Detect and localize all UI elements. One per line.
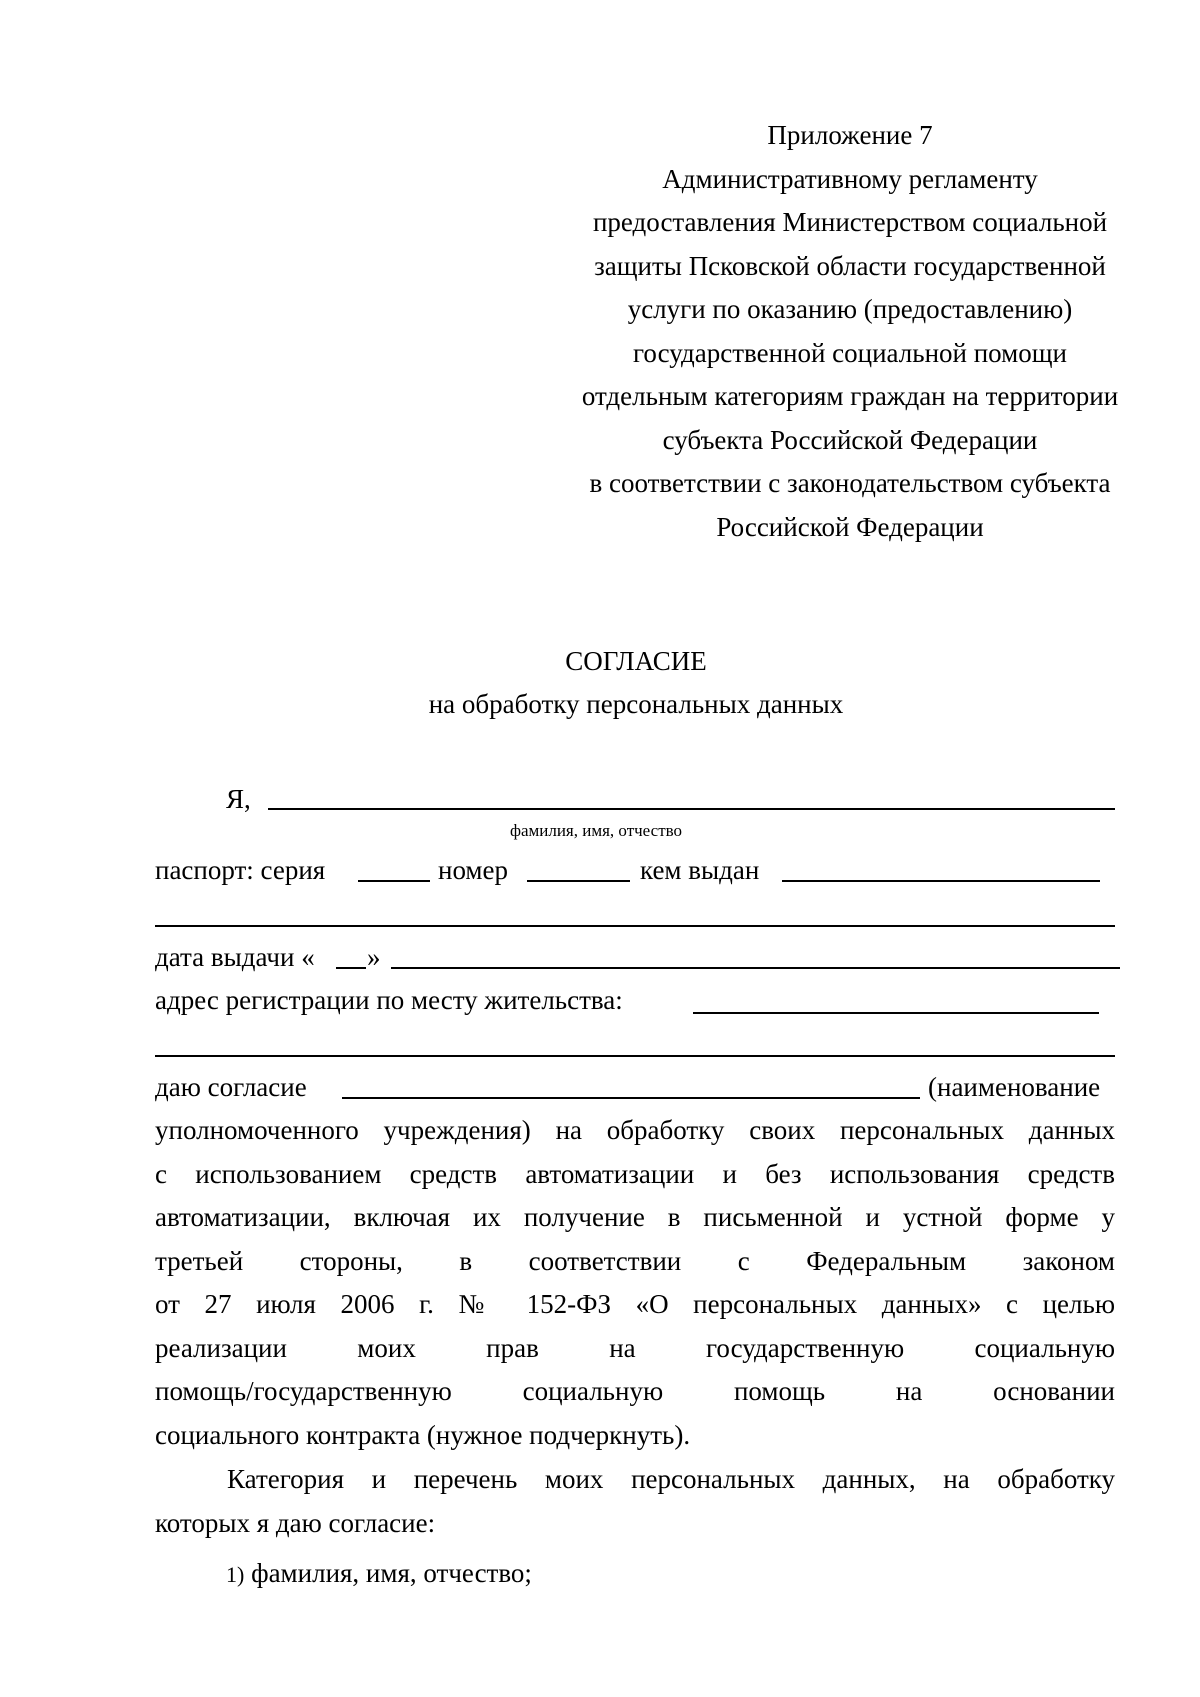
issued-by-continuation-field[interactable] — [155, 925, 1115, 927]
issue-date-close: » — [367, 942, 381, 972]
appendix-line: защиты Псковской области государственной — [594, 250, 1106, 281]
passport-series-field[interactable] — [358, 880, 430, 882]
categories-paragraph — [155, 1458, 1115, 1545]
paragraph-line: помощь/государственную социальную помощь на основании — [155, 1376, 1115, 1406]
list-item-number: 1) — [226, 1562, 245, 1587]
appendix-line: услуги по оказанию (предоставлению) — [627, 294, 1073, 324]
institution-hint: (наименование — [928, 1072, 1101, 1102]
fio-field[interactable] — [268, 808, 1115, 810]
issued-by-label: кем выдан — [640, 855, 760, 885]
appendix-line: субъекта Российской Федерации — [662, 424, 1038, 455]
paragraph-line: автоматизации, включая их получение в письменной и устной форме у — [155, 1202, 1115, 1232]
paragraph-line: которых я даю согласие: — [155, 1507, 436, 1538]
appendix-line: отдельным категориям граждан на территории — [581, 381, 1119, 411]
appendix-line: Приложение 7 — [767, 120, 933, 150]
passport-number-field[interactable] — [527, 880, 630, 882]
list-item — [226, 1556, 532, 1592]
document-title: СОГЛАСИЕ — [565, 646, 707, 676]
paragraph-line: реализации моих прав на государственную социальную — [155, 1332, 1115, 1363]
consent-label: даю согласие — [155, 1072, 307, 1102]
appendix-line: Российской Федерации — [716, 511, 984, 542]
paragraph-line: третьей стороны, в соответствии с Федеральным законом — [155, 1245, 1115, 1276]
passport-series-label: паспорт: серия — [155, 855, 326, 885]
issued-by-field[interactable] — [782, 880, 1100, 882]
address-field[interactable] — [693, 1012, 1099, 1014]
appendix-line: предоставления Министерством социальной — [592, 207, 1108, 237]
paragraph-line: с использованием средств автоматизации и без использования средств — [155, 1158, 1115, 1189]
i-label: Я, — [226, 784, 251, 814]
appendix-line: Административному регламенту — [662, 163, 1038, 194]
list-item-text: фамилия, имя, отчество; — [251, 1558, 532, 1588]
issue-date-label: дата выдачи « — [155, 942, 315, 972]
document-subtitle: на обработку персональных данных — [428, 689, 844, 719]
consent-paragraph — [155, 1109, 1115, 1457]
paragraph-line: социального контракта (нужное подчеркнуть). — [155, 1419, 691, 1450]
appendix-line: государственной социальной помощи — [633, 337, 1067, 368]
passport-number-label: номер — [438, 855, 509, 885]
institution-field[interactable] — [342, 1097, 920, 1099]
address-continuation-field[interactable] — [155, 1055, 1115, 1057]
issue-date-field[interactable] — [391, 967, 1120, 969]
paragraph-line: уполномоченного учреждения) на обработку своих персональных данных — [155, 1115, 1115, 1145]
appendix-header — [545, 114, 1155, 549]
issue-day-field[interactable] — [336, 967, 366, 969]
address-label: адрес регистрации по месту жительства: — [155, 985, 623, 1015]
appendix-line: в соответствии с законодательством субъекта — [589, 468, 1111, 498]
paragraph-line: от 27 июля 2006 г. № 152-ФЗ «О персональных данных» с целью — [155, 1289, 1115, 1319]
paragraph-line: Категория и перечень моих персональных данных, на обработку — [227, 1464, 1115, 1494]
fio-hint: фамилия, имя, отчество — [509, 821, 683, 840]
